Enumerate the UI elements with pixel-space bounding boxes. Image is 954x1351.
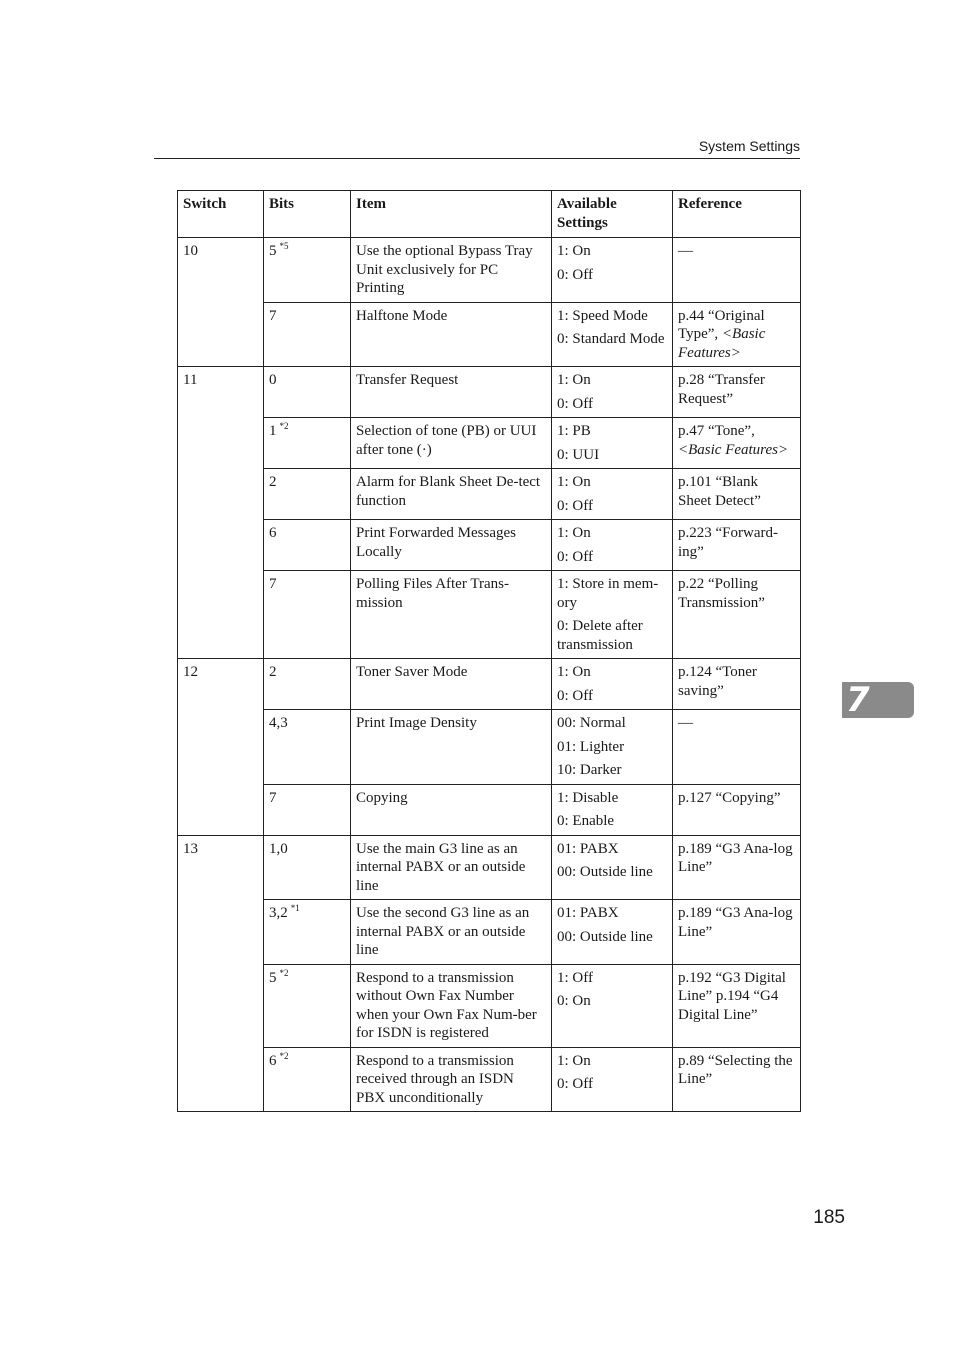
switch-cell: 13 — [178, 835, 264, 1112]
table-row — [178, 900, 801, 965]
item-cell: Toner Saver Mode — [351, 659, 552, 710]
setting-option: 1: Speed Mode — [557, 307, 648, 324]
item-cell: Halftone Mode — [351, 302, 552, 367]
bits-value: 3,2 — [269, 905, 288, 921]
bits-cell — [264, 302, 351, 367]
reference-text: p.192 “G3 Digital Line” p.194 “G4 Digital Line” — [678, 969, 786, 1023]
item-cell: Print Image Density — [351, 710, 552, 785]
bits-value: 6 — [269, 1052, 277, 1069]
setting-option: 00: Normal — [557, 715, 626, 731]
table-row — [178, 784, 801, 835]
reference-cell — [673, 900, 801, 965]
bits-cell — [264, 1047, 351, 1112]
table-row — [178, 659, 801, 710]
reference-text: p.124 “Toner saving” — [678, 664, 757, 699]
table-row — [178, 710, 801, 785]
column-header-reference: Reference — [673, 191, 801, 238]
reference-cell — [673, 302, 801, 367]
table-row — [178, 469, 801, 520]
bits-cell — [264, 964, 351, 1047]
reference-text: p.28 “Transfer Request” — [678, 372, 765, 407]
switch-settings-table — [177, 190, 801, 1112]
reference-cell — [673, 367, 801, 418]
reference-text: p.44 “Original Type”, — [678, 307, 765, 342]
available-settings-cell — [552, 900, 673, 965]
column-header-bits: Bits — [264, 191, 351, 238]
available-settings-cell — [552, 784, 673, 835]
table-row — [178, 1047, 801, 1112]
reference-text: p.101 “Blank Sheet Detect” — [678, 474, 761, 509]
bits-value: 2 — [269, 474, 277, 490]
footnote-marker: *1 — [290, 903, 300, 913]
column-header-item: Item — [351, 191, 552, 238]
table-row — [178, 238, 801, 303]
switch-cell: 12 — [178, 659, 264, 836]
bits-value: 4,3 — [269, 715, 288, 731]
bits-cell — [264, 571, 351, 659]
column-header-available-settings: Available Settings — [552, 191, 673, 238]
setting-option: 1: On — [557, 1052, 591, 1069]
bits-cell — [264, 238, 351, 303]
footnote-marker: *2 — [279, 1050, 289, 1061]
switch-cell: 10 — [178, 238, 264, 367]
setting-option: 01: Lighter — [557, 738, 625, 755]
reference-cell — [673, 520, 801, 571]
reference-text: p.47 “Tone”, — [678, 423, 755, 439]
table-row — [178, 367, 801, 418]
item-cell: Print Forwarded Messages Locally — [351, 520, 552, 571]
bits-cell — [264, 710, 351, 785]
item-cell: Use the main G3 line as an internal PABX or an outside line — [351, 835, 552, 900]
setting-option: 0: Delete after transmission — [557, 618, 643, 653]
reference-text: p.223 “Forward-ing” — [678, 525, 778, 560]
reference-cell — [673, 571, 801, 659]
item-cell: Alarm for Blank Sheet De-tect function — [351, 469, 552, 520]
item-cell: Transfer Request — [351, 367, 552, 418]
reference-text: p.189 “G3 Ana-log Line” — [678, 840, 793, 875]
table-row — [178, 964, 801, 1047]
setting-option: 0: Off — [557, 687, 593, 704]
reference-cell — [673, 784, 801, 835]
reference-cell — [673, 1047, 801, 1112]
bits-value: 1 — [269, 423, 277, 439]
table-row — [178, 418, 801, 469]
item-cell: Use the second G3 line as an internal PABX or an outside line — [351, 900, 552, 965]
setting-option: 0: Standard Mode — [557, 331, 665, 347]
available-settings-cell — [552, 238, 673, 303]
footnote-marker: *2 — [279, 421, 289, 431]
available-settings-cell — [552, 964, 673, 1047]
setting-option: 1: Off — [557, 969, 593, 986]
chapter-tab — [842, 682, 914, 718]
available-settings-cell — [552, 520, 673, 571]
reference-text: p.89 “Selecting the Line” — [678, 1052, 793, 1087]
bits-cell — [264, 367, 351, 418]
reference-text: p.127 “Copying” — [678, 789, 781, 806]
reference-text: p.22 “Polling Transmission” — [678, 576, 765, 611]
bits-value: 7 — [269, 307, 277, 324]
available-settings-cell — [552, 710, 673, 785]
item-cell: Use the optional Bypass Tray Unit exclusively for PC Printing — [351, 238, 552, 303]
reference-cell — [673, 835, 801, 900]
reference-text: — — [678, 715, 693, 731]
available-settings-cell — [552, 418, 673, 469]
bits-value: 0 — [269, 372, 277, 388]
reference-cell — [673, 659, 801, 710]
bits-cell — [264, 900, 351, 965]
bits-value: 6 — [269, 525, 277, 541]
table-row — [178, 520, 801, 571]
footnote-marker: *2 — [279, 967, 289, 978]
setting-option: 01: PABX — [557, 905, 619, 921]
bits-cell — [264, 784, 351, 835]
available-settings-cell — [552, 571, 673, 659]
bits-value: 2 — [269, 664, 277, 680]
bits-cell — [264, 418, 351, 469]
reference-cell — [673, 710, 801, 785]
setting-option: 1: Disable — [557, 789, 619, 806]
bits-value: 7 — [269, 789, 277, 806]
bits-value: 5 — [269, 243, 277, 259]
available-settings-cell — [552, 1047, 673, 1112]
table-row — [178, 571, 801, 659]
available-settings-cell — [552, 302, 673, 367]
available-settings-cell — [552, 469, 673, 520]
setting-option: 0: Off — [557, 548, 593, 565]
header-rule — [154, 158, 800, 159]
table-body — [178, 238, 801, 1112]
setting-option: 1: On — [557, 525, 591, 541]
bits-cell — [264, 520, 351, 571]
setting-option: 00: Outside line — [557, 864, 653, 880]
setting-option: 0: Off — [557, 497, 593, 514]
item-cell: Selection of tone (PB) or UUI after tone (·) — [351, 418, 552, 469]
table-header-row — [178, 191, 801, 238]
bits-value: 5 — [269, 969, 277, 986]
footnote-marker: *5 — [279, 241, 289, 251]
bits-value: 7 — [269, 576, 277, 592]
setting-option: 01: PABX — [557, 840, 619, 857]
item-cell: Polling Files After Trans-mission — [351, 571, 552, 659]
setting-option: 1: On — [557, 664, 591, 680]
item-cell: Respond to a transmission without Own Fax Number when your Own Fax Num-ber for ISDN is registered — [351, 964, 552, 1047]
reference-book: <Basic Features> — [678, 441, 789, 458]
switch-cell: 11 — [178, 367, 264, 659]
table-row — [178, 835, 801, 900]
bits-cell — [264, 469, 351, 520]
available-settings-cell — [552, 367, 673, 418]
bits-value: 1,0 — [269, 840, 288, 857]
table-row — [178, 302, 801, 367]
setting-option: 0: On — [557, 993, 591, 1009]
setting-option: 0: Off — [557, 395, 593, 412]
reference-cell — [673, 964, 801, 1047]
column-header-switch: Switch — [178, 191, 264, 238]
setting-option: 00: Outside line — [557, 928, 653, 945]
reference-cell — [673, 418, 801, 469]
item-cell: Respond to a transmission received through an ISDN PBX unconditionally — [351, 1047, 552, 1112]
running-header-title: System Settings — [698, 138, 800, 154]
available-settings-cell — [552, 835, 673, 900]
setting-option: 0: UUI — [557, 446, 600, 463]
setting-option: 1: On — [557, 372, 591, 388]
reference-cell — [673, 469, 801, 520]
item-cell: Copying — [351, 784, 552, 835]
bits-cell — [264, 835, 351, 900]
page-number: 185 — [813, 1207, 845, 1228]
setting-option: 10: Darker — [557, 762, 622, 778]
reference-text: — — [678, 243, 693, 259]
setting-option: 0: Enable — [557, 813, 615, 829]
available-settings-cell — [552, 659, 673, 710]
setting-option: 1: PB — [557, 423, 591, 439]
setting-option: 1: On — [557, 474, 591, 490]
setting-option: 0: Off — [557, 1076, 593, 1092]
reference-cell — [673, 238, 801, 303]
chapter-number: 7 — [846, 680, 870, 720]
reference-text: p.189 “G3 Ana-log Line” — [678, 905, 793, 940]
setting-option: 0: Off — [557, 266, 593, 283]
bits-cell — [264, 659, 351, 710]
setting-option: 1: Store in mem-ory — [557, 576, 659, 611]
reference-book: <Basic Features> — [678, 326, 766, 361]
setting-option: 1: On — [557, 243, 591, 259]
